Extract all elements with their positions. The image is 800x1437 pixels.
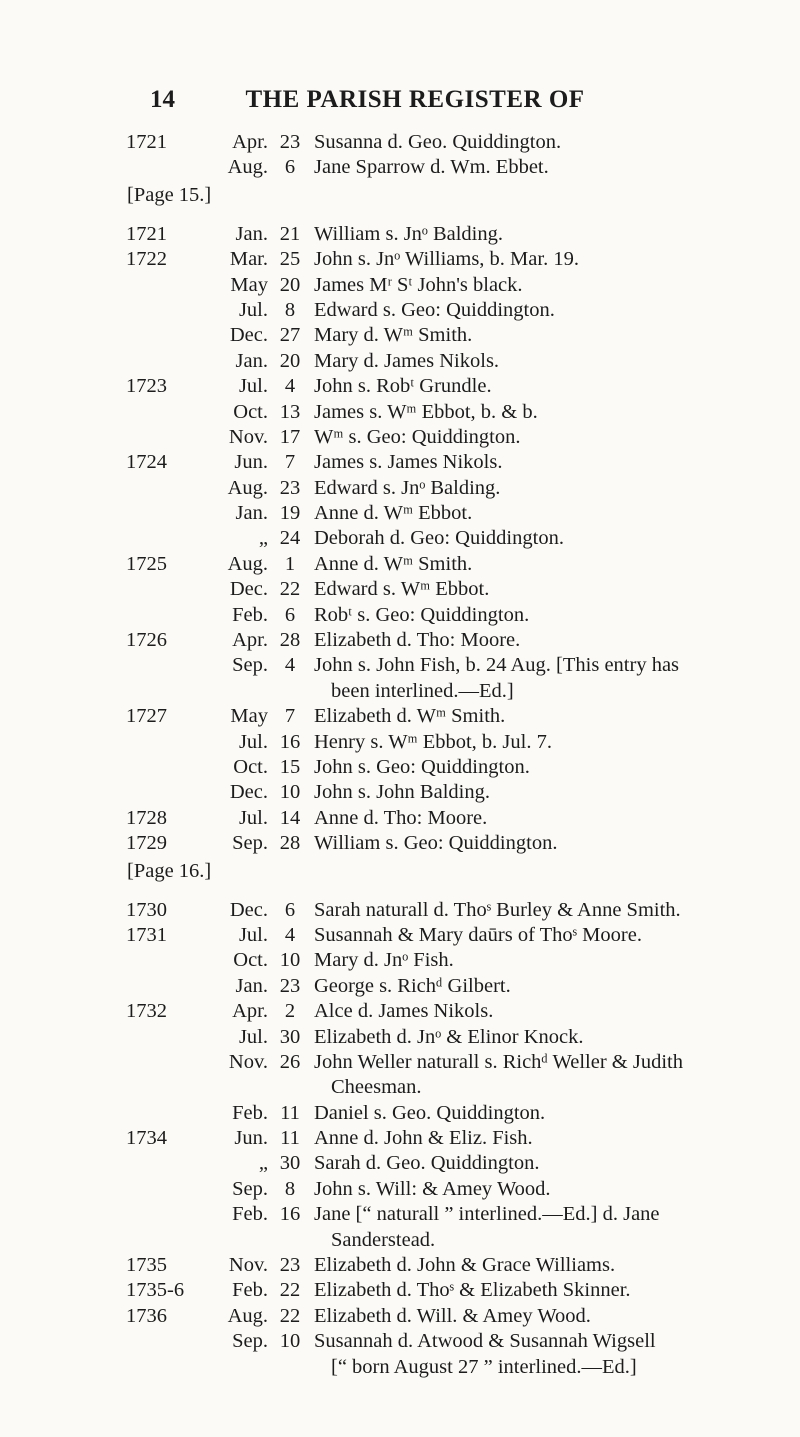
entry-text-block — [314, 349, 746, 374]
entry-text-block — [314, 1025, 746, 1050]
entry-text-block — [314, 806, 746, 831]
entry-month: Nov. — [228, 425, 268, 448]
entry-month: Apr. — [232, 629, 268, 652]
entry-text-block — [314, 155, 746, 180]
entry-month: Jun. — [234, 1127, 268, 1150]
page-header — [0, 86, 800, 120]
entry-day: 24 — [279, 527, 301, 550]
register-entry — [0, 780, 800, 805]
entry-year: 1729 — [126, 832, 167, 855]
register-entry — [0, 1151, 800, 1176]
entry-month: Apr. — [232, 131, 268, 153]
entry-text: Susannah & Mary daūrs of Thoˢ Moore. — [314, 923, 642, 946]
entry-text: Sarah d. Geo. Quiddington. — [314, 1152, 540, 1175]
entry-text: John s. Robᵗ Grundle. — [314, 375, 492, 398]
entry-text: George s. Richᵈ Gilbert. — [314, 974, 511, 997]
entry-month: Jan. — [235, 222, 268, 245]
register-entry — [0, 130, 800, 155]
register-entry — [0, 806, 800, 831]
entry-month: Feb. — [232, 1203, 268, 1226]
entry-month: Feb. — [232, 1279, 268, 1302]
entry-day: 28 — [279, 629, 301, 652]
entry-day: 22 — [279, 1304, 301, 1327]
entry-text-block — [314, 1278, 746, 1303]
register-entry — [0, 1177, 800, 1202]
register-entry — [0, 831, 800, 856]
register-entry — [0, 552, 800, 577]
entry-text-block — [314, 923, 746, 948]
entry-text: Elizabeth d. Jnᵒ & Elinor Knock. — [314, 1025, 584, 1048]
entry-year: 1727 — [126, 705, 167, 728]
entry-day: 28 — [279, 832, 301, 855]
register-entry — [0, 1304, 800, 1329]
entry-month: Jul. — [238, 1025, 268, 1048]
entry-year: 1721 — [126, 131, 167, 153]
entry-text-block — [314, 1101, 746, 1126]
register-entry — [0, 1101, 800, 1126]
page-reference — [0, 857, 800, 898]
register-entry — [0, 222, 800, 247]
register-entry — [0, 755, 800, 780]
entry-day: 25 — [279, 248, 301, 271]
entry-text: John s. John Fish, b. 24 Aug. [This entry has — [314, 654, 680, 677]
entry-text-block — [314, 974, 746, 999]
entry-year: 1726 — [126, 629, 167, 652]
entry-text-block — [314, 898, 746, 923]
entry-day: 10 — [279, 949, 301, 972]
entry-text: Mary d. James Nikols. — [314, 349, 500, 372]
entry-text: Anne d. Tho: Moore. — [314, 806, 488, 829]
entry-month: Mar. — [229, 248, 268, 271]
entry-day: 6 — [284, 603, 296, 626]
entry-year: 1724 — [126, 451, 167, 474]
entry-text: Susannah d. Atwood & Susannah Wigsell — [314, 1330, 656, 1353]
entry-text: Edward s. Wᵐ Ebbot. — [314, 578, 490, 601]
entry-month: Sep. — [232, 832, 268, 855]
entry-day: 23 — [279, 476, 301, 499]
entry-text: Elizabeth d. Tho: Moore. — [314, 629, 521, 652]
entry-year: 1722 — [126, 248, 167, 271]
entry-text-block — [314, 247, 746, 272]
register-entry — [0, 704, 800, 729]
entry-month: Aug. — [227, 476, 268, 499]
page-reference — [0, 181, 800, 222]
entry-month: Jun. — [234, 451, 268, 474]
entry-month: „ — [258, 527, 268, 550]
register-entry — [0, 974, 800, 999]
entry-day: 20 — [279, 349, 301, 372]
entry-day: 10 — [279, 781, 301, 804]
entry-month: Aug. — [227, 156, 268, 179]
entry-day: 7 — [284, 705, 296, 728]
entry-text-block — [314, 704, 746, 729]
entry-text-block — [314, 552, 746, 577]
entry-text: Anne d. Wᵐ Ebbot. — [314, 502, 473, 525]
entry-text-block — [314, 730, 746, 755]
entry-month: Jul. — [238, 923, 268, 946]
entry-month: May — [230, 273, 268, 296]
register-entry — [0, 628, 800, 653]
entry-month: Jul. — [238, 730, 268, 753]
entry-text: Elizabeth d. Will. & Amey Wood. — [314, 1304, 591, 1327]
entry-text: Wᵐ s. Geo: Quiddington. — [314, 425, 521, 448]
register-entry — [0, 577, 800, 602]
entry-text-block — [314, 755, 746, 780]
page-reference-label: [Page 16.] — [127, 859, 212, 882]
entry-text-block — [314, 1126, 746, 1151]
entry-text: William s. Jnᵒ Balding. — [314, 222, 504, 245]
entry-text-block — [314, 476, 746, 501]
page-title: THE PARISH REGISTER OF — [245, 86, 585, 113]
entry-month: Feb. — [232, 603, 268, 626]
entry-year: 1721 — [126, 222, 167, 245]
entry-month: Aug. — [227, 552, 268, 575]
entry-text: John s. Jnᵒ Williams, b. Mar. 19. — [314, 248, 579, 271]
entry-month: Feb. — [232, 1101, 268, 1124]
entry-text: James s. James Nikols. — [314, 451, 503, 474]
entry-day: 27 — [279, 324, 301, 347]
entry-year: 1734 — [126, 1127, 167, 1150]
entry-year: 1732 — [126, 1000, 167, 1023]
entry-day: 7 — [284, 451, 296, 474]
entry-day: 20 — [279, 273, 301, 296]
entry-text-block — [314, 273, 746, 298]
entry-day: 4 — [284, 375, 296, 398]
entry-text-block — [314, 222, 746, 247]
entry-text-block — [314, 501, 746, 526]
entry-text-block — [314, 831, 746, 856]
entry-text: Elizabeth d. John & Grace Williams. — [314, 1254, 616, 1277]
entry-text: Edward s. Jnᵒ Balding. — [314, 476, 501, 499]
entry-month: Dec. — [229, 324, 268, 347]
page-number: 14 — [150, 86, 175, 113]
entry-month: „ — [258, 1152, 268, 1175]
entry-month: Sep. — [232, 1330, 268, 1353]
page-reference-label: [Page 15.] — [127, 183, 212, 206]
entry-year: 1736 — [126, 1304, 167, 1327]
entry-day: 16 — [279, 730, 301, 753]
register-entry — [0, 323, 800, 348]
entry-day: 22 — [279, 578, 301, 601]
entry-text-block — [314, 323, 746, 348]
entry-text: Daniel s. Geo. Quiddington. — [314, 1101, 546, 1124]
entry-text: Jane [“ naturall ” interlined.—Ed.] d. Jane — [314, 1203, 660, 1226]
entry-text: James s. Wᵐ Ebbot, b. & b. — [314, 400, 538, 423]
entry-day: 30 — [279, 1025, 301, 1048]
entry-day: 17 — [279, 425, 301, 448]
entry-text: Elizabeth d. Wᵐ Smith. — [314, 705, 506, 728]
entry-month: Oct. — [233, 756, 268, 778]
entry-month: Jan. — [235, 349, 268, 372]
entry-text: Edward s. Geo: Quiddington. — [314, 298, 555, 321]
entry-text-block — [314, 999, 746, 1024]
register-entry — [0, 603, 800, 628]
entry-month: Oct. — [233, 400, 268, 423]
entry-day: 2 — [284, 1000, 296, 1023]
entry-day: 19 — [279, 502, 301, 525]
entry-year: 1723 — [126, 375, 167, 398]
entry-text-continuation: been interlined.—Ed.] — [331, 679, 514, 702]
entry-text: Deborah d. Geo: Quiddington. — [314, 527, 564, 550]
entry-day: 14 — [279, 806, 301, 829]
entry-text: John s. Geo: Quiddington. — [314, 756, 530, 778]
entry-month: Nov. — [228, 1050, 268, 1073]
register-entry — [0, 1050, 800, 1101]
entry-text: Alce d. James Nikols. — [314, 1000, 494, 1023]
entry-text-block — [314, 425, 746, 450]
entry-day: 15 — [279, 756, 301, 778]
entry-text-block — [314, 374, 746, 399]
entry-text-block — [314, 628, 746, 653]
entry-text: Henry s. Wᵐ Ebbot, b. Jul. 7. — [314, 730, 552, 753]
register-entry — [0, 374, 800, 399]
entry-text-continuation: Sanderstead. — [331, 1228, 436, 1251]
entry-day: 11 — [280, 1101, 300, 1124]
entry-month: Jul. — [238, 375, 268, 398]
entry-text: John Weller naturall s. Richᵈ Weller & Judith — [314, 1050, 683, 1073]
entry-text-block — [314, 1151, 746, 1176]
entry-text-block — [314, 298, 746, 323]
register-entry — [0, 273, 800, 298]
entry-day: 23 — [279, 131, 301, 153]
register-entry — [0, 730, 800, 755]
register-entry — [0, 898, 800, 923]
entry-day: 30 — [279, 1152, 301, 1175]
register-entry — [0, 450, 800, 475]
entry-text-block — [314, 653, 746, 704]
entry-text: Anne d. Wᵐ Smith. — [314, 552, 473, 575]
entry-day: 23 — [279, 974, 301, 997]
entry-month: May — [230, 705, 268, 728]
entry-text: Susanna d. Geo. Quiddington. — [314, 131, 562, 153]
register-entry — [0, 425, 800, 450]
entry-text-block — [314, 526, 746, 551]
entry-day: 11 — [280, 1127, 300, 1150]
entry-day: 4 — [284, 654, 296, 677]
entry-year: 1728 — [126, 806, 167, 829]
register-entry — [0, 1253, 800, 1278]
entry-month: Jul. — [238, 806, 268, 829]
entry-text-block — [314, 1304, 746, 1329]
register-entry — [0, 1202, 800, 1253]
entry-day: 23 — [279, 1254, 301, 1277]
entry-day: 6 — [284, 156, 296, 179]
entry-month: Apr. — [232, 1000, 268, 1023]
entry-text: Robᵗ s. Geo: Quiddington. — [314, 603, 530, 626]
register-entry — [0, 1126, 800, 1151]
entry-month: Jul. — [238, 298, 268, 321]
register-entry — [0, 1025, 800, 1050]
entry-month: Dec. — [229, 781, 268, 804]
register-entry — [0, 923, 800, 948]
entry-day: 1 — [284, 552, 296, 575]
entry-month: Oct. — [233, 949, 268, 972]
entry-year: 1735-6 — [126, 1279, 185, 1302]
entry-text: John s. John Balding. — [314, 781, 490, 804]
entry-text: James Mʳ Sᵗ John's black. — [314, 273, 523, 296]
entry-text-block — [314, 450, 746, 475]
register-entry — [0, 501, 800, 526]
register-entry — [0, 948, 800, 973]
register-content — [0, 130, 800, 1380]
entry-text-continuation: Cheesman. — [331, 1076, 422, 1099]
entry-text-continuation: [“ born August 27 ” interlined.—Ed.] — [331, 1355, 637, 1378]
entry-text-block — [314, 603, 746, 628]
entry-text-block — [314, 1253, 746, 1278]
entry-day: 16 — [279, 1203, 301, 1226]
entry-text-block — [314, 1202, 746, 1253]
entry-year: 1730 — [126, 898, 167, 921]
entry-day: 8 — [284, 1177, 296, 1200]
entry-text-block — [314, 400, 746, 425]
entry-day: 13 — [279, 400, 301, 423]
register-entry — [0, 999, 800, 1024]
entry-text: Jane Sparrow d. Wm. Ebbet. — [314, 156, 549, 179]
register-entry — [0, 155, 800, 180]
register-entry — [0, 653, 800, 704]
register-entry — [0, 1329, 800, 1380]
entry-day: 22 — [279, 1279, 301, 1302]
entry-year: 1735 — [126, 1254, 167, 1277]
entry-year: 1731 — [126, 923, 167, 946]
register-entry — [0, 298, 800, 323]
register-entry — [0, 349, 800, 374]
entry-month: Sep. — [232, 654, 268, 677]
entry-text-block — [314, 1329, 746, 1380]
entry-year: 1725 — [126, 552, 167, 575]
entry-text: John s. Will: & Amey Wood. — [314, 1177, 551, 1200]
entry-day: 10 — [279, 1330, 301, 1353]
entry-text: William s. Geo: Quiddington. — [314, 832, 558, 855]
register-entry — [0, 247, 800, 272]
entry-day: 26 — [279, 1050, 301, 1073]
entry-text: Mary d. Wᵐ Smith. — [314, 324, 473, 347]
entry-day: 6 — [284, 898, 296, 921]
entry-day: 8 — [284, 298, 296, 321]
entry-month: Jan. — [235, 974, 268, 997]
entry-month: Jan. — [235, 502, 268, 525]
entry-day: 4 — [284, 923, 296, 946]
entry-text-block — [314, 1050, 746, 1101]
entry-text-block — [314, 1177, 746, 1202]
entry-text: Elizabeth d. Thoˢ & Elizabeth Skinner. — [314, 1279, 631, 1302]
register-entry — [0, 400, 800, 425]
entry-text-block — [314, 577, 746, 602]
register-entry — [0, 476, 800, 501]
register-entry — [0, 1278, 800, 1303]
entry-month: Nov. — [228, 1254, 268, 1277]
entry-text-block — [314, 130, 746, 155]
entry-month: Aug. — [227, 1304, 268, 1327]
entry-text-block — [314, 780, 746, 805]
entry-day: 21 — [279, 222, 301, 245]
entry-text: Sarah naturall d. Thoˢ Burley & Anne Smith. — [314, 898, 681, 921]
entry-month: Sep. — [232, 1177, 268, 1200]
entry-text-block — [314, 948, 746, 973]
register-entry — [0, 526, 800, 551]
entry-month: Dec. — [229, 578, 268, 601]
entry-month: Dec. — [229, 898, 268, 921]
entry-text: Mary d. Jnᵒ Fish. — [314, 949, 454, 972]
entry-text: Anne d. John & Eliz. Fish. — [314, 1127, 533, 1150]
